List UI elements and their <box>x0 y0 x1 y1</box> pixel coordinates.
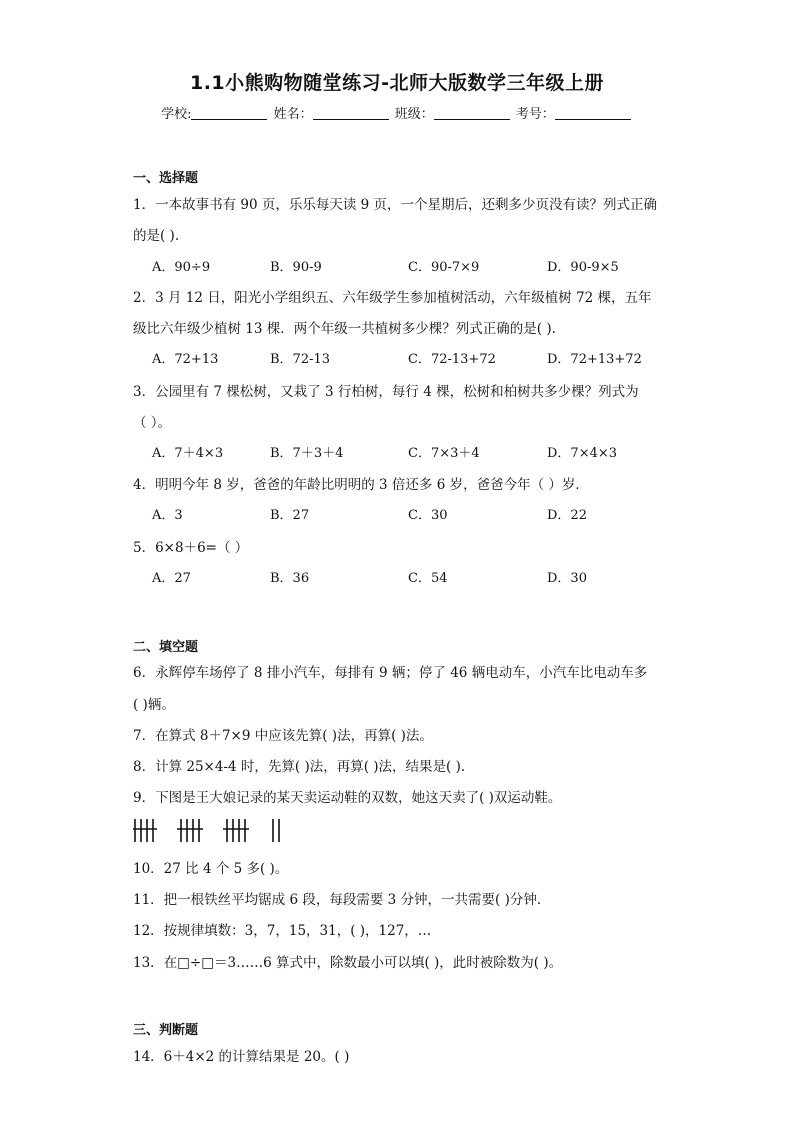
option-a[interactable]: A．72+13 <box>152 352 219 367</box>
question-13: 13．在□÷□＝3……6 算式中，除数最小可以填( )，此时被除数为( )。 <box>133 955 563 971</box>
option-d[interactable]: D．7×4×3 <box>547 446 618 461</box>
question-1-line-2: 的是( ). <box>133 228 180 244</box>
tally-marks-svg <box>133 818 333 844</box>
option-c[interactable]: C．90-7×9 <box>408 260 480 275</box>
option-a[interactable]: A．7＋4×3 <box>152 446 224 461</box>
option-d[interactable]: D．90-9×5 <box>547 260 619 275</box>
school-label: 学校: <box>161 107 192 122</box>
question-4-options <box>152 504 672 522</box>
question-5-options <box>152 567 672 585</box>
tally-group <box>133 819 157 842</box>
question-3-options <box>152 442 672 460</box>
class-label: 班级： <box>394 107 434 122</box>
question-1-options <box>152 256 672 274</box>
question-3-line-2: （ ）。 <box>133 415 172 431</box>
section-heading-judge: 三、判断题 <box>133 1023 199 1038</box>
option-b[interactable]: B．36 <box>270 571 310 586</box>
question-6-line-2: ( )辆。 <box>133 697 175 713</box>
question-11: 11．把一根铁丝平均锯成 6 段，每段需要 3 分钟，一共需要( )分钟． <box>133 892 551 908</box>
tally-group <box>273 819 279 842</box>
option-c[interactable]: C．54 <box>408 571 448 586</box>
tally-marks-figure <box>133 818 333 844</box>
option-b[interactable]: B．90-9 <box>270 260 322 275</box>
option-a[interactable]: A．3 <box>152 508 183 523</box>
option-c[interactable]: C．30 <box>408 508 448 523</box>
name-label: 姓名： <box>273 107 313 122</box>
option-c[interactable]: C．72-13+72 <box>408 352 496 367</box>
tally-group <box>223 819 249 842</box>
question-2-line-1: 2．3 月 12 日，阳光小学组织五、六年级学生参加植树活动，六年级植树 72 棵，五年 <box>133 290 652 306</box>
question-10: 10．27 比 4 个 5 多( )。 <box>133 861 289 877</box>
option-d[interactable]: D．30 <box>547 571 587 586</box>
question-7: 7．在算式 8＋7×9 中应该先算( )法，再算( )法。 <box>133 728 433 744</box>
question-8: 8．计算 25×4-4 时，先算( )法，再算( )法，结果是( ). <box>133 759 466 775</box>
section-heading-choice: 一、选择题 <box>133 171 199 186</box>
question-4-line-1: 4．明明今年 8 岁，爸爸的年龄比明明的 3 倍还多 6 岁，爸爸今年（ ）岁． <box>133 477 589 493</box>
question-2-line-2: 级比六年级少植树 13 棵．两个年级一共植树多少棵？列式正确的是( ). <box>133 321 556 337</box>
question-14: 14．6＋4×2 的计算结果是 20。( ) <box>133 1049 350 1065</box>
question-2-options <box>152 348 672 366</box>
question-3-line-1: 3．公园里有 7 棵松树，又栽了 3 行柏树，每行 4 棵，松树和柏树共多少棵？列式为 <box>133 384 639 400</box>
option-a[interactable]: A．27 <box>152 571 191 586</box>
option-b[interactable]: B．27 <box>270 508 310 523</box>
option-b[interactable]: B．72-13 <box>270 352 331 367</box>
question-9: 9．下图是王大娘记录的某天卖运动鞋的双数，她这天卖了( )双运动鞋。 <box>133 790 562 806</box>
option-c[interactable]: C．7×3＋4 <box>408 446 480 461</box>
option-d[interactable]: D．72+13+72 <box>547 352 642 367</box>
option-b[interactable]: B．7＋3＋4 <box>270 446 344 461</box>
question-1-line-1: 1．一本故事书有 90 页，乐乐每天读 9 页，一个星期后，还剩多少页没有读？列式正确 <box>133 197 658 213</box>
question-5-line-1: 5．6×8＋6=（ ） <box>133 540 249 556</box>
school-field[interactable] <box>191 106 267 120</box>
page-title: 1.1小熊购物随堂练习-北师大版数学三年级上册 <box>189 72 605 94</box>
section-heading-fill: 二、填空题 <box>133 640 199 655</box>
class-field[interactable] <box>434 106 510 120</box>
name-field[interactable] <box>313 106 389 120</box>
number-field[interactable] <box>555 106 631 120</box>
question-6-line-1: 6．永辉停车场停了 8 排小汽车，每排有 9 辆；停了 46 辆电动车，小汽车比电动车多 <box>133 665 648 681</box>
number-label: 考号： <box>515 107 555 122</box>
question-12: 12．按规律填数：3，7，15，31，( )，127，… <box>133 923 432 939</box>
option-a[interactable]: A．90÷9 <box>152 260 211 275</box>
student-info-row <box>0 103 794 122</box>
tally-group <box>177 819 203 842</box>
option-d[interactable]: D．22 <box>547 508 587 523</box>
